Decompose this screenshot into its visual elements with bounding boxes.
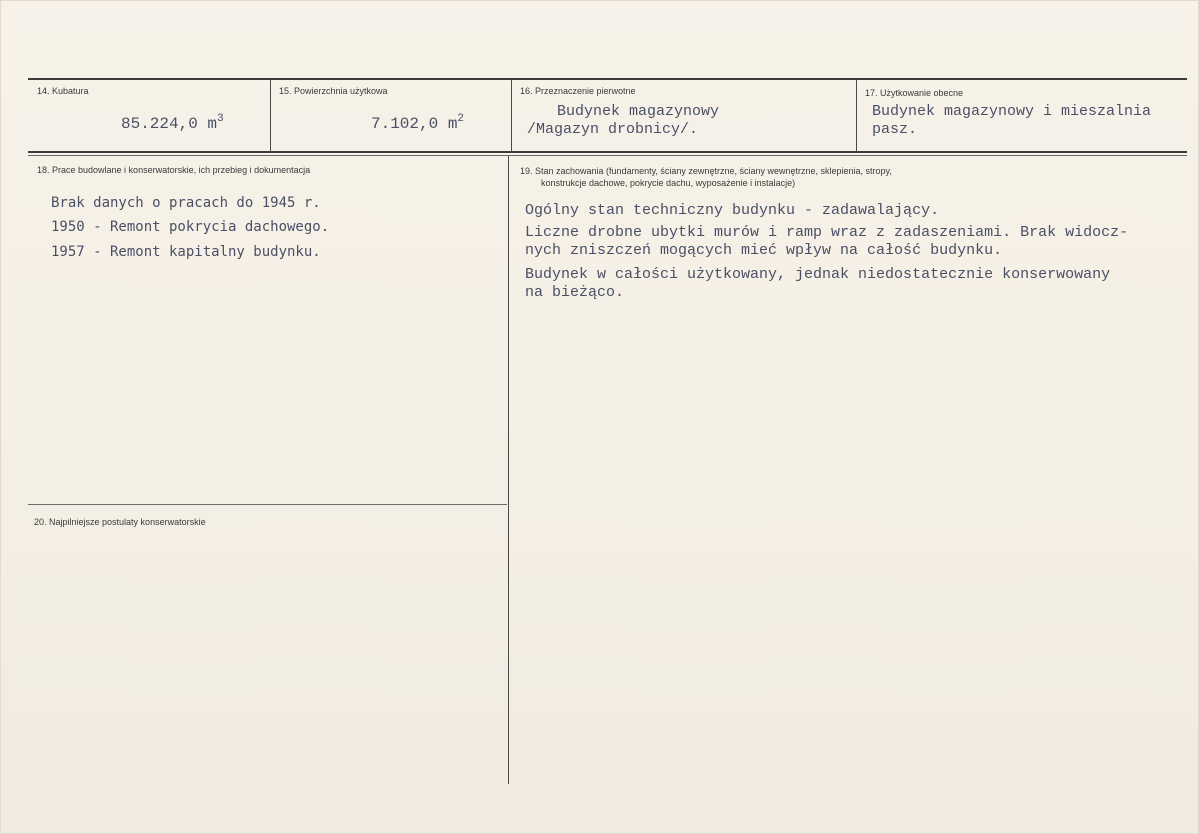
field-14-label: 14. Kubatura xyxy=(37,86,89,96)
field-17-line-2: pasz. xyxy=(872,121,918,138)
field-20-label: 20. Najpilniejsze postulaty konserwatorskie xyxy=(34,517,206,527)
vline-main xyxy=(508,156,509,784)
field-19-line-1: Ogólny stan techniczny budynku - zadawalający. xyxy=(525,202,940,219)
top-rule xyxy=(28,78,1187,80)
vline-1 xyxy=(270,79,271,152)
vline-3 xyxy=(856,79,857,152)
divider-field-20 xyxy=(28,504,507,505)
field-16-line-2: /Magazyn drobnicy/. xyxy=(527,121,699,138)
row-divider-1 xyxy=(28,151,1187,153)
field-17-label: 17. Użytkowanie obecne xyxy=(865,88,964,98)
field-16-line-1: Budynek magazynowy xyxy=(557,103,720,120)
field-14-value: 85.224,0 $m^3$ xyxy=(121,113,224,133)
field-19-line-4: Budynek w całości użytkowany, jednak niedostatecznie konserwowany xyxy=(525,266,1111,283)
field-19-line-5: na bieżąco. xyxy=(525,284,625,301)
field-18-line-1: Brak danych o pracach do 1945 r. xyxy=(51,195,321,211)
field-19-line-3: nych zniszczeń mogących mieć wpływ na całość budynku. xyxy=(525,242,1003,259)
field-16-label: 16. Przeznaczenie pierwotne xyxy=(520,86,636,96)
field-15-label: 15. Powierzchnia użytkowa xyxy=(279,86,388,96)
field-19-label-1: 19. Stan zachowania (fundamenty, ściany zewnętrzne, ściany wewnętrzne, sklepienia, stropy, xyxy=(520,166,892,176)
field-18-label: 18. Prace budowlane i konserwatorskie, ich przebieg i dokumentacja xyxy=(37,165,311,175)
field-15-value: 7.102,0 $m^2$ xyxy=(371,113,465,133)
vline-2 xyxy=(511,79,512,152)
row-divider-1b xyxy=(28,155,1187,156)
field-18-line-3: 1957 - Remont kapitalny budynku. xyxy=(51,244,321,260)
field-19-label-2: konstrukcje dachowe, pokrycie dachu, wyposażenie i instalacje) xyxy=(541,178,796,188)
field-18-line-2: 1950 - Remont pokrycia dachowego. xyxy=(51,219,330,235)
field-17-line-1: Budynek magazynowy i mieszalnia xyxy=(872,103,1152,120)
field-19-line-2: Liczne drobne ubytki murów i ramp wraz z zadaszeniami. Brak widocz- xyxy=(525,224,1129,241)
